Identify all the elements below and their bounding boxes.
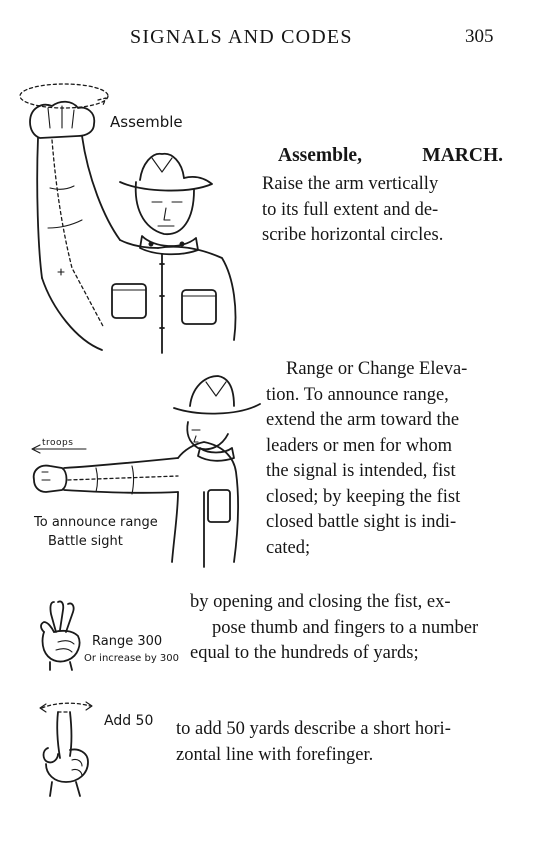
text-line: Range or Change Eleva- xyxy=(286,359,468,379)
fingers-description xyxy=(190,590,512,667)
add50-figure-label: Add 50 xyxy=(104,713,154,729)
add50-hand-illustration xyxy=(36,700,108,798)
text-line: leaders or men for whom xyxy=(266,435,452,456)
text-line: cated; xyxy=(266,537,311,558)
text-line: equal to the hundreds of yards; xyxy=(190,643,419,663)
text-line: Raise the arm vertically xyxy=(262,174,439,194)
text-line: by opening and closing the fist, ex- xyxy=(190,592,451,612)
text-line: pose thumb and fingers to a number xyxy=(212,617,479,638)
text-line: zontal line with forefinger. xyxy=(176,744,374,765)
add50-description xyxy=(176,717,512,768)
text-line: tion. To announce range, xyxy=(266,384,449,405)
assemble-heading xyxy=(278,145,503,167)
text-line: to its full extent and de- xyxy=(262,199,439,220)
page-number: 305 xyxy=(465,26,494,47)
text-line: to add 50 yards describe a short hori- xyxy=(176,719,451,739)
assemble-heading-execution: MARCH. xyxy=(422,145,503,166)
range-hand-label-line1: Range 300 xyxy=(92,634,163,649)
text-line: closed; by keeping the fist xyxy=(266,486,461,507)
running-head: SIGNALS AND CODES xyxy=(130,26,353,48)
assemble-figure-label: Assemble xyxy=(110,113,183,131)
range-description xyxy=(266,357,507,561)
range-figure-label-line1: To announce range xyxy=(34,515,158,530)
text-line: scribe horizontal circles. xyxy=(262,225,444,245)
text-line: the signal is intended, fist xyxy=(266,461,456,481)
text-line: extend the arm toward the xyxy=(266,410,460,430)
assemble-description xyxy=(262,172,502,249)
range-figure-label-line2: Battle sight xyxy=(48,534,123,549)
assemble-heading-command: Assemble, xyxy=(278,145,362,166)
range-hand-label-line2: Or increase by 300 xyxy=(84,653,180,664)
range-arrow-label: troops xyxy=(42,438,74,448)
text-line: closed battle sight is indi- xyxy=(266,512,457,532)
